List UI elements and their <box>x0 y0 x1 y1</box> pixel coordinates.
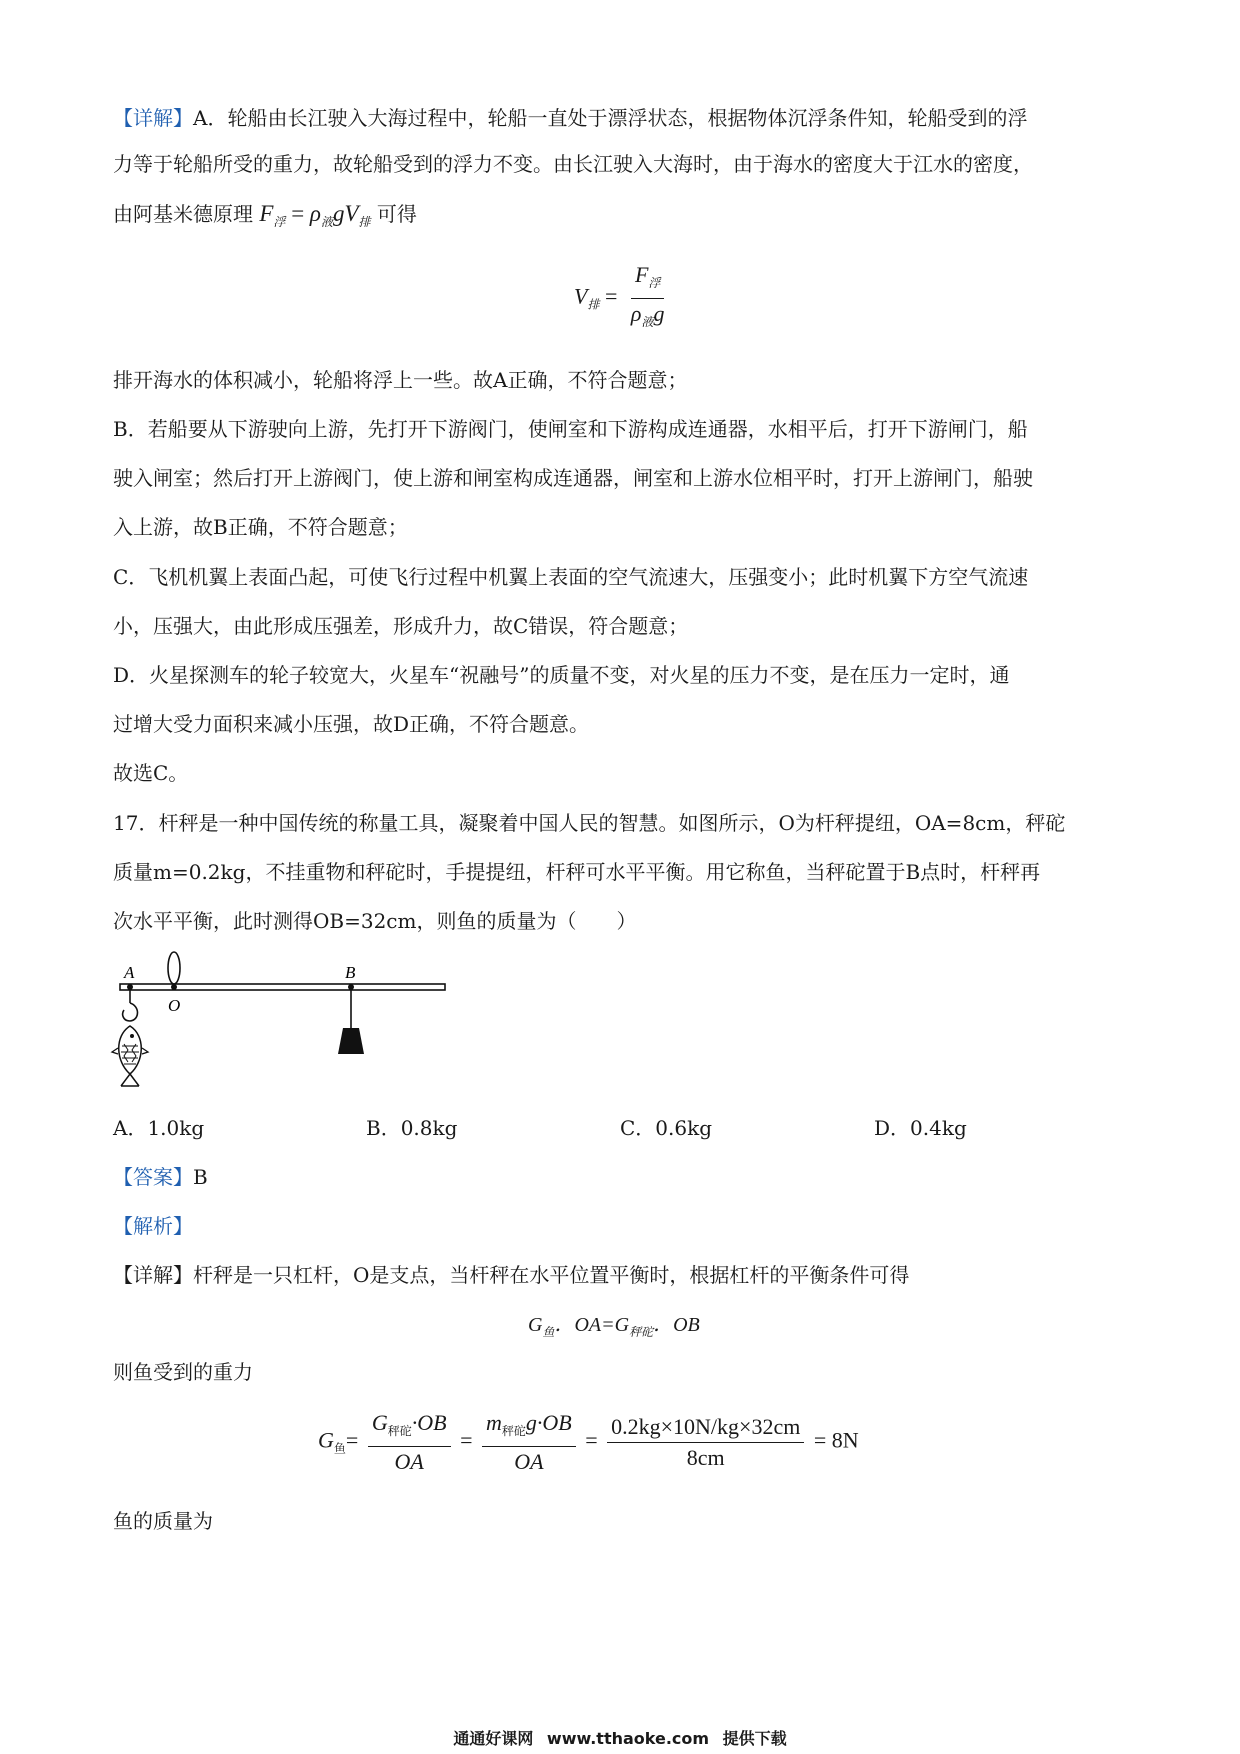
choice-c: C．0.6kg <box>620 1116 713 1140</box>
explanation-a-line3 <box>113 200 417 236</box>
explanation-a-text1: A．轮船由长江驶入大海过程中，轮船一直处于漂浮状态，根据物体沉浮条件知，轮船受到的浮 <box>193 106 1028 130</box>
answer-label: 【答案】 <box>113 1165 193 1189</box>
choice-d: D．0.4kg <box>874 1116 967 1140</box>
question17-line1: 17．杆秤是一种中国传统的称量工具，凝聚着中国人民的智慧。如图所示，O为杆秤提纽，OA=8cm，秤砣 <box>113 811 1066 835</box>
label-a: A <box>124 963 135 982</box>
answer-value: B <box>193 1165 208 1189</box>
option-b-line1: B．若船要从下游驶向上游，先打开下游阀门，使闸室和下游构成连通器，水相平后，打开下游闸门，船 <box>113 417 1028 441</box>
option-b-line3: 入上游，故B正确，不符合题意； <box>113 515 408 539</box>
steelyard-figure <box>110 950 460 1100</box>
fish-icon <box>112 1026 148 1086</box>
detail17-label: 【详解】 <box>113 1263 193 1287</box>
counterweight-icon <box>338 1028 364 1054</box>
footer-url[interactable]: www.tthaoke.com <box>546 1729 710 1748</box>
volume-formula: $V_排$ = $\frac{F_浮}{\rho_液g}$ <box>574 262 665 329</box>
point-b <box>348 984 354 990</box>
detail17-line <box>113 1261 909 1289</box>
answer-line <box>113 1163 208 1191</box>
option-d-line2: 过增大受力面积来减小压强，故D正确，不符合题意。 <box>113 712 590 736</box>
option-c-line1: C．飞机机翼上表面凸起，可使飞行过程中机翼上表面的空气流速大，压强变小；此时机翼下方空气流速 <box>113 565 1029 589</box>
lifting-loop <box>168 952 180 984</box>
question17-line2: 质量m=0.2kg，不挂重物和秤砣时，手提提纽，杆秤可水平平衡。用它称鱼，当秤砣置于B点时，杆秤再 <box>113 860 1041 884</box>
option-d-line1: D．火星探测车的轮子较宽大，火星车“祝融号”的质量不变，对火星的压力不变，是在压力一定时，通 <box>113 663 1010 687</box>
archimedes-prefix: 由阿基米德原理 <box>113 202 253 226</box>
point-o <box>171 984 177 990</box>
explanation-a-line2: 力等于轮船所受的重力，故轮船受到的浮力不变。由长江驶入大海时，由于海水的密度大于江水的密度， <box>113 152 1033 176</box>
option-b-line2: 驶入闸室；然后打开上游阀门，使上游和闸室构成连通器，闸室和上游水位相平时，打开上游闸门，船驶 <box>113 466 1033 490</box>
archimedes-suffix: 可得 <box>376 202 417 226</box>
weight-calculation: $G_鱼=$ $\frac{G_{秤砣}\cdot OB}{OA}$ = $\frac{m_{秤砣}g\cdot OB}{OA}$ = $\frac{0.2kg\times 10N/kg\times 32cm}{8cm}$ = 8N <box>318 1410 859 1474</box>
label-b: B <box>345 963 356 982</box>
steelyard-beam <box>120 984 445 990</box>
explanation-a-line1 <box>113 104 1027 132</box>
label-o: O <box>168 996 181 1015</box>
choice-a: A．1.0kg <box>113 1116 205 1140</box>
footer-site-name: 通通好课网 <box>453 1729 534 1748</box>
archimedes-formula: $F_浮 = \rho_液gV_排$ <box>259 201 371 229</box>
fish-mass-label: 鱼的质量为 <box>113 1509 213 1533</box>
page-footer <box>0 1726 1240 1749</box>
footer-note: 提供下载 <box>722 1729 787 1748</box>
hook-icon <box>123 1003 138 1021</box>
fish-weight-label: 则鱼受到的重力 <box>113 1360 253 1384</box>
option-c-line2: 小，压强大，由此形成压强差，形成升力，故C错误，符合题意； <box>113 614 689 638</box>
conclusion: 故选C。 <box>113 761 189 785</box>
detail17-text: 杆秤是一只杠杆，O是支点，当杆秤在水平位置平衡时，根据杠杆的平衡条件可得 <box>193 1263 910 1287</box>
point-a <box>127 984 133 990</box>
question17-line3: 次水平平衡，此时测得OB=32cm，则鱼的质量为（ ） <box>113 909 637 933</box>
balance-equation: $G_鱼$．$OA=G_{秤砣}$．OB <box>528 1314 700 1339</box>
detail-label: 【详解】 <box>113 106 193 130</box>
analysis-label: 【解析】 <box>113 1214 193 1238</box>
choice-b: B．0.8kg <box>366 1116 458 1140</box>
explanation-a-line4: 排开海水的体积减小，轮船将浮上一些。故A正确，不符合题意； <box>113 368 688 392</box>
